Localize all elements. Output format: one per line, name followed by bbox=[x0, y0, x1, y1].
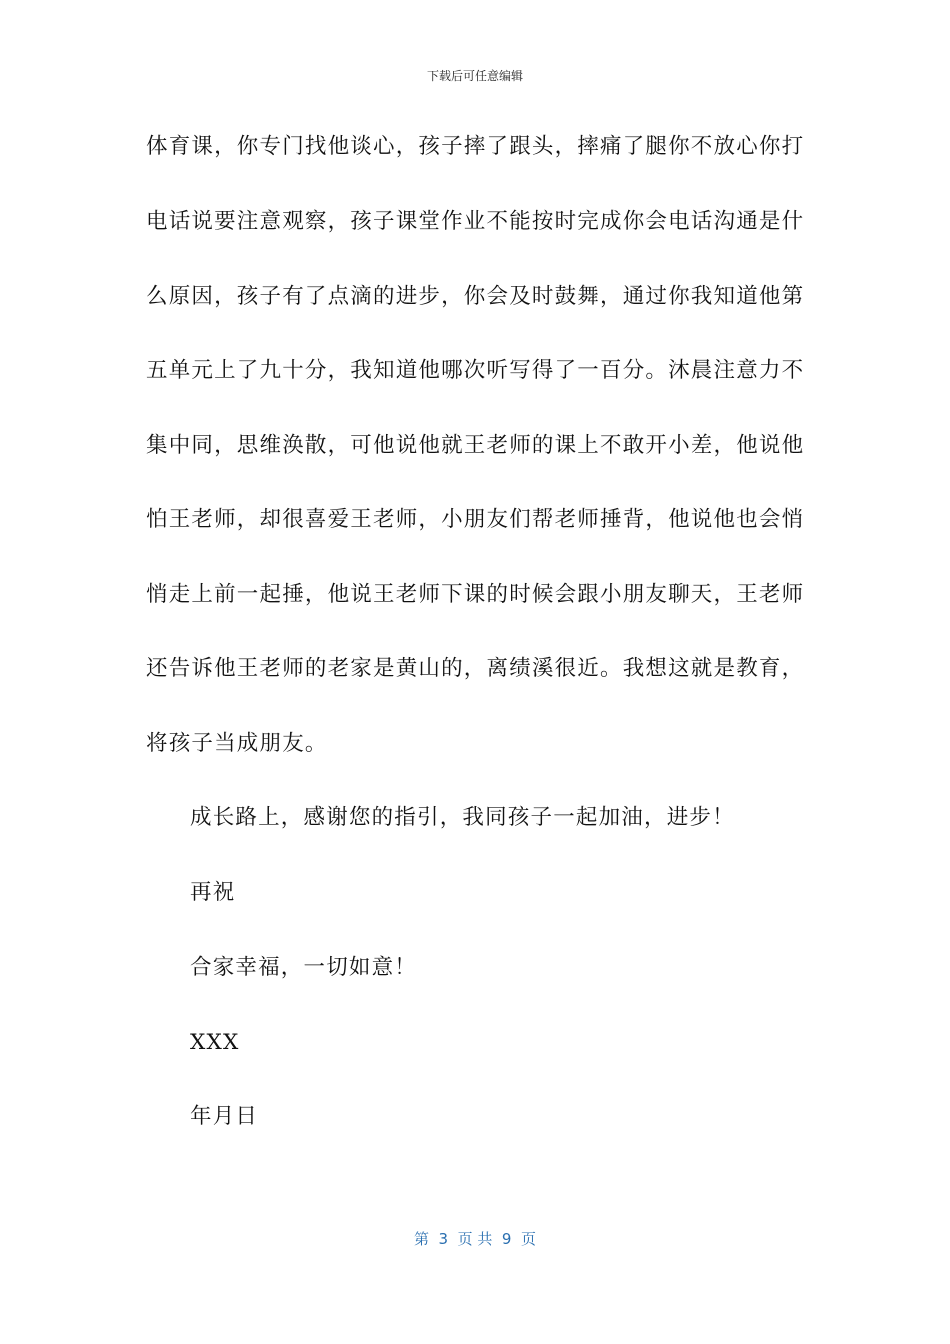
body-line-4: 五单元上了九十分，我知道他哪次听写得了一百分。沐晨注意力不 bbox=[146, 358, 805, 383]
header-note: 下载后可任意编辑 bbox=[426, 69, 523, 83]
date-line: 年月日 bbox=[190, 1104, 259, 1129]
signature: XXX bbox=[190, 1030, 240, 1055]
page-number-footer: 第 3 页 共 9 页 bbox=[414, 1230, 536, 1248]
body-line-7: 悄走上前一起捶，他说王老师下课的时候会跟小朋友聊天，王老师 bbox=[146, 582, 805, 607]
body-line-3: 么原因，孩子有了点滴的进步，你会及时鼓舞，通过你我知道他第 bbox=[146, 284, 805, 309]
regards-line: 再祝 bbox=[190, 880, 236, 905]
body-line-9: 将孩子当成朋友。 bbox=[146, 731, 328, 756]
body-line-6: 怕王老师，却很喜爱王老师，小朋友们帮老师捶背，他说他也会悄 bbox=[146, 507, 805, 532]
wish-line: 合家幸福，一切如意！ bbox=[190, 955, 418, 980]
body-line-2: 电话说要注意观察，孩子课堂作业不能按时完成你会电话沟通是什 bbox=[146, 209, 805, 234]
closing-line: 成长路上，感谢您的指引，我同孩子一起加油，进步！ bbox=[190, 805, 735, 830]
body-line-8: 还告诉他王老师的老家是黄山的，离绩溪很近。我想这就是教育， bbox=[146, 656, 805, 681]
body-line-1: 体育课，你专门找他谈心，孩子摔了跟头，摔痛了腿你不放心你打 bbox=[146, 134, 805, 159]
body-line-5: 集中同，思维涣散，可他说他就王老师的课上不敢开小差，他说他 bbox=[146, 433, 805, 458]
